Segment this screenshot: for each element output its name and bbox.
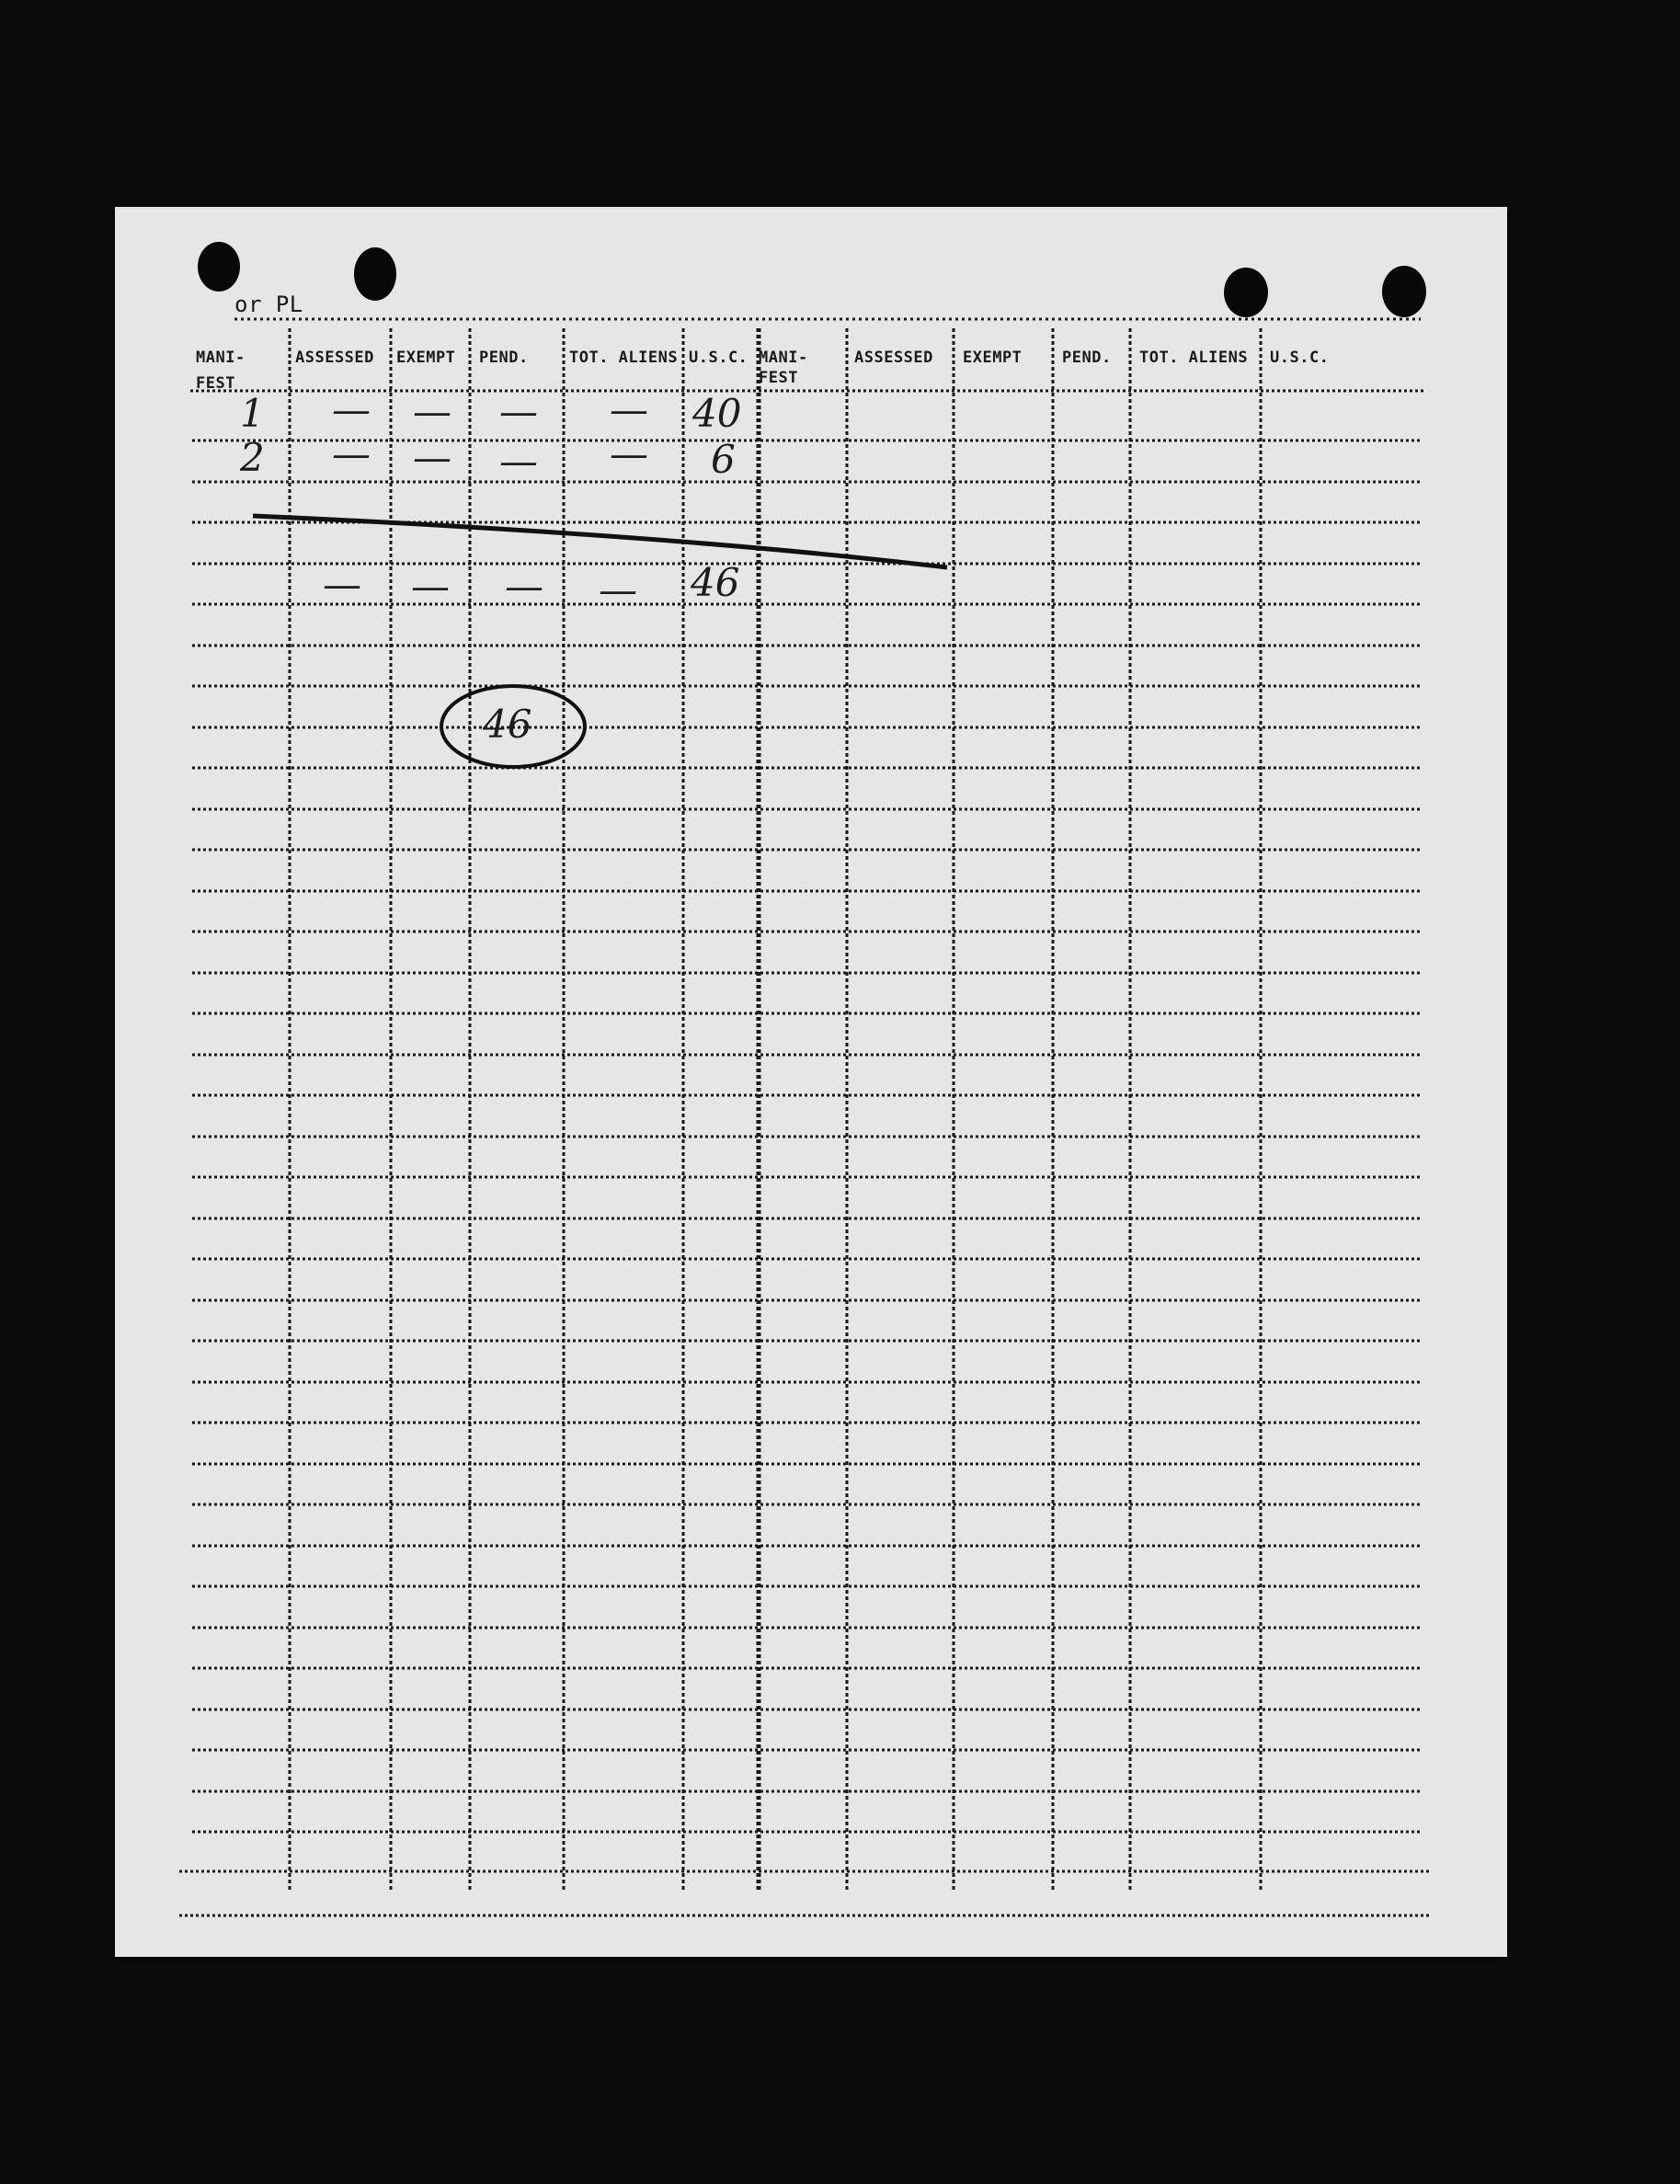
col-header-assessed-left: ASSESSED: [295, 349, 374, 367]
col-header-pend-left: PEND.: [479, 349, 529, 367]
col-header-assessed-right: ASSESSED: [854, 349, 933, 367]
circled-total: 46: [483, 702, 532, 747]
col-header-tot-aliens-right: TOT. ALIENS: [1139, 349, 1249, 367]
form-grid: [115, 207, 1507, 1957]
entry-2-pend: —: [499, 439, 538, 484]
col-header-exempt-left: EXEMPT: [396, 349, 456, 367]
entry-1-manifest: 1: [240, 391, 265, 436]
punch-hole-1: [198, 242, 240, 292]
entry-2-usc: 6: [711, 437, 736, 482]
entry-1-exempt: —: [413, 389, 451, 434]
entry-1-assessed: —: [332, 387, 371, 432]
punch-hole-3: [1224, 268, 1268, 317]
col-header-usc-left: U.S.C.: [689, 349, 749, 367]
col-header-manifest-left: MANI-: [196, 349, 246, 367]
entry-1-pend: —: [499, 389, 538, 434]
entry-2-tot-aliens: —: [610, 431, 648, 476]
entry-2-assessed: —: [332, 431, 371, 476]
col-header-usc-right: U.S.C.: [1270, 349, 1330, 367]
col-header-tot-aliens-left: TOT. ALIENS: [569, 349, 679, 367]
form-title: or PL: [234, 292, 303, 317]
entry-1-tot-aliens: —: [610, 387, 648, 432]
col-header-manifest-right-line2: FEST: [759, 369, 798, 387]
total-tot-aliens: —: [599, 567, 637, 612]
total-usc: 46: [691, 560, 740, 605]
col-header-exempt-right: EXEMPT: [963, 349, 1023, 367]
entry-2-exempt: —: [413, 435, 451, 480]
punch-hole-2: [354, 247, 396, 301]
entry-1-usc: 40: [692, 391, 742, 436]
col-header-pend-right: PEND.: [1062, 349, 1112, 367]
col-header-manifest-right: MANI-: [759, 349, 808, 367]
total-exempt: —: [411, 564, 450, 609]
col-header-manifest-left-line2: FEST: [196, 374, 235, 393]
strike-line: [253, 516, 947, 567]
form-sheet: [115, 207, 1507, 1957]
total-pend: —: [505, 564, 543, 609]
punch-hole-4: [1382, 266, 1426, 317]
total-assessed: —: [323, 562, 361, 607]
entry-2-manifest: 2: [240, 435, 265, 480]
